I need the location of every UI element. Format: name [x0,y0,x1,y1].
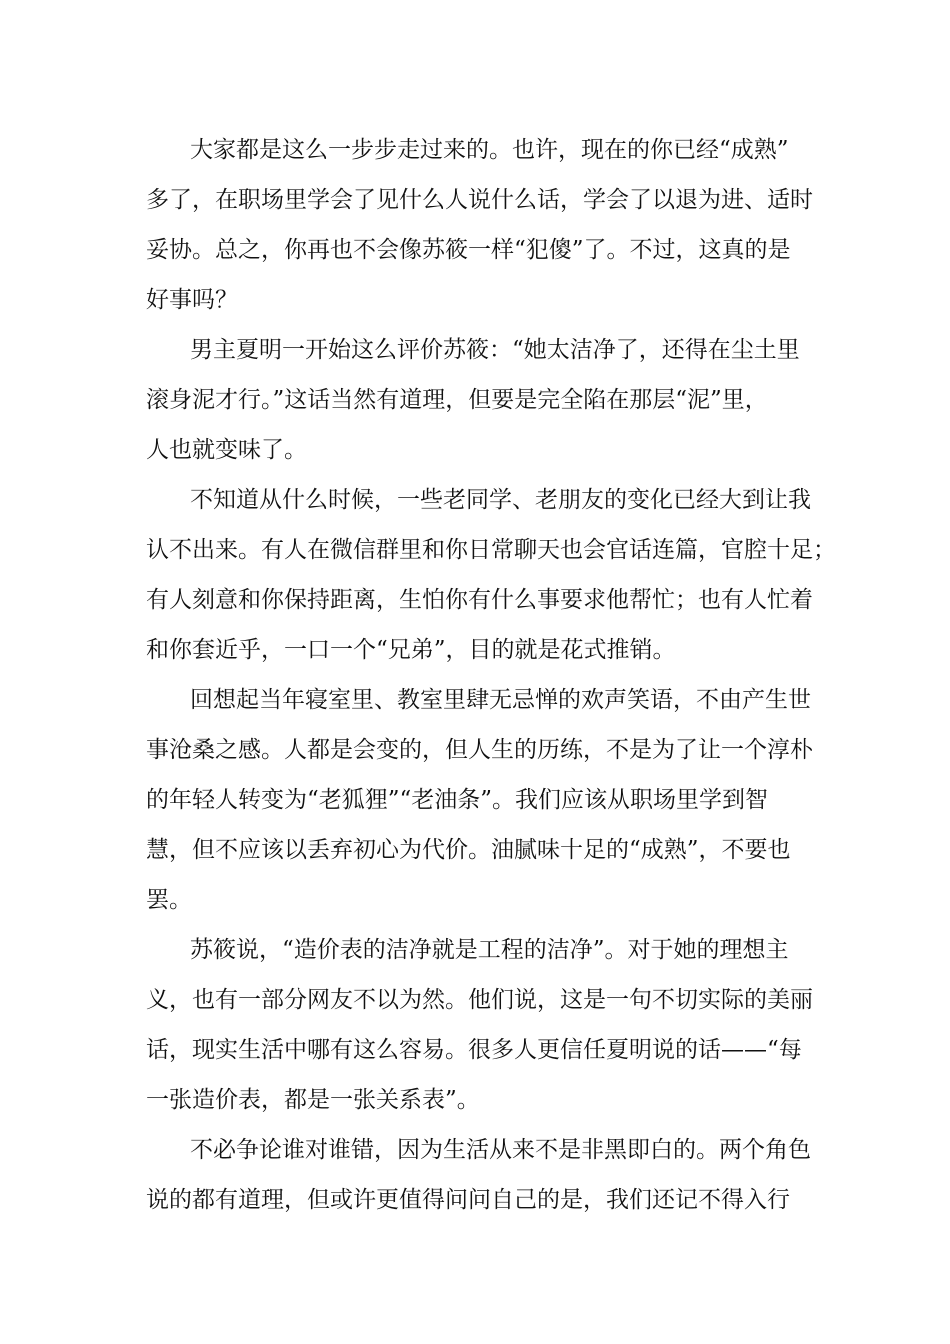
text-line: 不必争论谁对谁错，因为生活从来不是非黑即白的。两个角色 [190,1137,811,1163]
text-line: 大家都是这么一步步走过来的。也许，现在的你已经“成熟” [190,137,789,163]
text-line: 罢。 [146,887,192,913]
text-line: 一张造价表，都是一张关系表”。 [146,1087,480,1113]
text-line: 回想起当年寝室里、教室里肆无忌惮的欢声笑语，不由产生世 [190,687,811,713]
text-line: 慧，但不应该以丢弃初心为代价。油腻味十足的“成熟”，不要也 [146,837,791,863]
text-line: 的年轻人转变为“老狐狸”“老油条”。我们应该从职场里学到智 [146,787,769,813]
text-line: 妥协。总之，你再也不会像苏筱一样“犯傻”了。不过，这真的是 [146,237,791,263]
text-line: 话，现实生活中哪有这么容易。很多人更信任夏明说的话——“每 [146,1037,802,1063]
text-line: 认不出来。有人在微信群里和你日常聊天也会官话连篇，官腔十足； [146,537,836,563]
text-line: 事沧桑之感。人都是会变的，但人生的历练，不是为了让一个淳朴 [146,737,813,763]
text-line: 苏筱说，“造价表的洁净就是工程的洁净”。对于她的理想主 [190,937,789,963]
text-line: 说的都有道理，但或许更值得问问自己的是，我们还记不得入行 [146,1187,790,1213]
text-line: 人也就变味了。 [146,437,307,463]
text-line: 滚身泥才行。”这话当然有道理，但要是完全陷在那层“泥”里， [146,387,768,413]
text-line: 和你套近乎，一口一个“兄弟”，目的就是花式推销。 [146,637,676,663]
text-line: 有人刻意和你保持距离，生怕你有什么事要求他帮忙；也有人忙着 [146,587,813,613]
text-line: 好事吗？ [146,287,238,313]
text-line: 不知道从什么时候，一些老同学、老朋友的变化已经大到让我 [190,487,811,513]
text-line: 男主夏明一开始这么评价苏筱：“她太洁净了，还得在尘土里 [190,337,800,363]
text-line: 义，也有一部分网友不以为然。他们说，这是一句不切实际的美丽 [146,987,813,1013]
text-line: 多了，在职场里学会了见什么人说什么话，学会了以退为进、适时 [146,187,813,213]
